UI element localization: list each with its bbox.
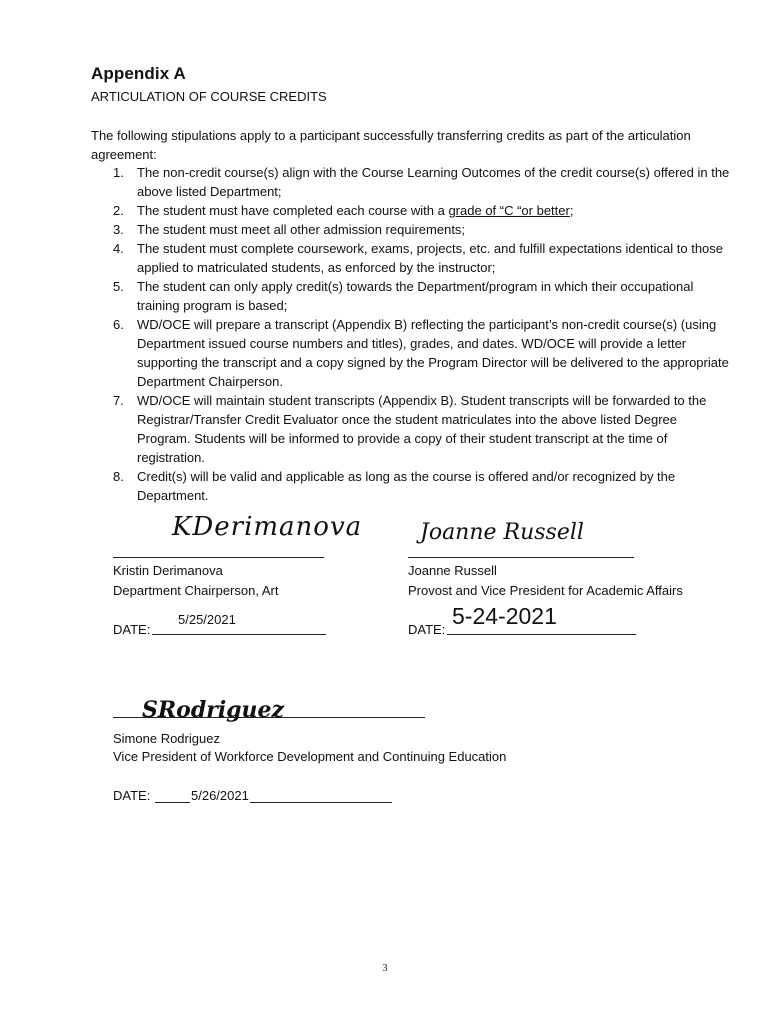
date-label-joanne: DATE: <box>408 622 446 637</box>
list-number: 5. <box>113 279 124 294</box>
list-text: The non-credit course(s) align with the Course Learning Outcomes of the credit course(s) offered in the above listed Department; <box>137 165 730 199</box>
list-item <box>91 391 731 467</box>
signer-name-kristin: Kristin Derimanova <box>113 563 223 578</box>
appendix-subtitle: ARTICULATION OF COURSE CREDITS <box>91 89 327 104</box>
list-item <box>91 220 731 239</box>
grade-requirement: grade of “C “or better <box>448 203 570 218</box>
list-text: Credit(s) will be valid and applicable as long as the course is offered and/or recognized by the Department. <box>137 469 676 503</box>
date-value-kristin: 5/25/2021 <box>178 612 236 627</box>
appendix-title: Appendix A <box>91 64 186 83</box>
signer-name-joanne: Joanne Russell <box>408 563 497 578</box>
date-value-joanne: 5-24-2021 <box>452 603 557 629</box>
list-text: The student must meet all other admission requirements; <box>137 222 466 237</box>
date-line-kristin <box>152 634 326 635</box>
signature-line-joanne <box>408 557 634 558</box>
list-number: 8. <box>113 469 124 484</box>
list-number: 4. <box>113 241 124 256</box>
date-label-kristin: DATE: <box>113 622 151 637</box>
list-text: The student can only apply credit(s) towards the Department/program in which their occupational training program is based; <box>137 279 694 313</box>
list-text: The student must complete coursework, exams, projects, etc. and fulfill expectations identical to those applied to matriculated students, as enforced by the instructor; <box>137 241 724 275</box>
signature-kristin: KDerimanova <box>172 512 363 542</box>
list-text: WD/OCE will maintain student transcripts (Appendix B). Student transcripts will be forwarded to the Registrar/Transfer Credit Evaluator once the student matriculates into the above listed Degree Program. Students will be informed to provide a copy of their student transcript at the time of registration. <box>137 393 707 465</box>
list-text: The student must have completed each course with a <box>137 203 449 218</box>
signature-joanne: Joanne Russell <box>420 520 584 545</box>
list-number: 2. <box>113 203 124 218</box>
signature-simone: SRodriguez <box>142 697 285 723</box>
list-item <box>91 239 731 277</box>
list-number: 1. <box>113 165 124 180</box>
list-item <box>91 315 731 391</box>
list-item <box>91 467 731 505</box>
list-item <box>91 201 731 220</box>
list-item <box>91 163 731 201</box>
signer-name-simone: Simone Rodriguez <box>113 731 220 746</box>
signer-role-kristin: Department Chairperson, Art <box>113 583 279 598</box>
list-item <box>91 277 731 315</box>
list-number: 3. <box>113 222 124 237</box>
page-number: 3 <box>382 963 388 974</box>
date-label-simone: DATE: <box>113 788 151 803</box>
stipulations-list <box>91 163 731 505</box>
signature-line-kristin <box>113 557 324 558</box>
list-text-end: ; <box>569 203 574 218</box>
date-value-simone: 5/26/2021 <box>191 788 249 803</box>
list-number: 7. <box>113 393 124 408</box>
signer-role-simone: Vice President of Workforce Development and Continuing Education <box>113 749 507 764</box>
list-number: 6. <box>113 317 124 332</box>
signer-role-joanne: Provost and Vice President for Academic Affairs <box>408 583 683 598</box>
list-text: WD/OCE will prepare a transcript (Appendix B) reflecting the participant’s non-credit course(s) (using Department issued course numbers and titles), grades, and dates. WD/OCE will provide a letter supporting the transcript and a copy signed by the Program Director will be delivered to the appropriate Department Chairperson. <box>137 317 729 389</box>
intro-paragraph: The following stipulations apply to a participant successfully transferring credits as part of the articulation agreement: <box>91 128 691 162</box>
date-line-joanne <box>447 634 636 635</box>
